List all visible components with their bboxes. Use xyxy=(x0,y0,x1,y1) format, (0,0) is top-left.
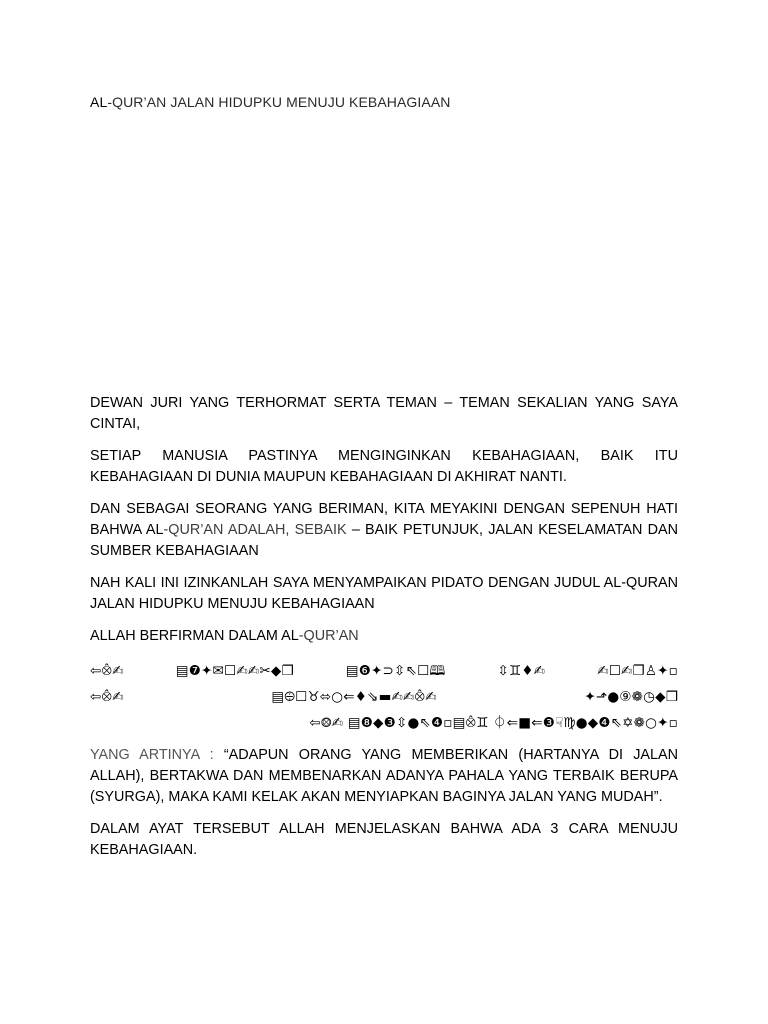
document-page xyxy=(90,0,678,1024)
document-body xyxy=(90,393,678,872)
paragraph-belief-part-2: -QUR’AN ADALAH, SEBAIK xyxy=(163,522,347,538)
title-prefix: AL xyxy=(90,94,108,110)
translation-label: YANG ARTINYA : xyxy=(90,747,224,763)
arabic-glyph-group: ⇦⨶✍ xyxy=(90,689,124,705)
arabic-glyph-group: ▤⨸☐♉⬄○⇐♦⇘▬✍✍⨶✍ xyxy=(271,689,437,705)
paragraph-belief xyxy=(90,499,678,562)
title-rest: -QUR’AN JALAN HIDUPKU MENUJU KEBAHAGIAAN xyxy=(107,94,451,110)
arabic-glyph-group: ✍☐✍❐♙✦▫ xyxy=(597,663,678,679)
arabic-verse-line-2 xyxy=(90,684,678,710)
arabic-verse-line-1 xyxy=(90,658,678,684)
document-title xyxy=(90,92,451,112)
arabic-glyph-group: ✦⬏●⑨❁◷◆❒ xyxy=(584,689,678,705)
translation-text: “ADAPUN ORANG YANG MEMBERIKAN (HARTANYA DI JALAN ALLAH), BERTAKWA DAN MEMBENARKAN ADANYA PAHALA YANG TERBAIK BERUPA (SYURGA), MAKA KAMI KELAK AKAN MENYIAPKAN BAGINYA JALAN YANG MUDAH”. xyxy=(90,747,678,805)
arabic-glyph-group: ⇳♊♦✍ xyxy=(497,663,546,679)
arabic-glyph-group: ▤❼✦✉☐✍✍✂◆❒ xyxy=(175,663,294,679)
arabic-glyph-group: ▤❻✦⊃⇳⇖☐🕮 xyxy=(345,663,446,679)
paragraph-belief-part-3: – BAIK PETUNJUK, JALAN KESELAMATAN DAN SUMBER KEBAHAGIAAN xyxy=(90,522,679,559)
paragraph-belief-part-1: DAN SEBAGAI SEORANG YANG BERIMAN, KITA MEYAKINI DENGAN SEPENUH HATI BAHWA AL xyxy=(90,501,678,538)
paragraph-allah-says xyxy=(90,626,678,647)
paragraph-happiness: SETIAP MANUSIA PASTINYA MENGINGINKAN KEBAHAGIAAN, BAIK ITU KEBAHAGIAAN DI DUNIA MAUPUN KEBAHAGIAAN DI AKHIRAT NANTI. xyxy=(90,448,678,485)
arabic-glyph-group: ⇦⨷✍ ▤❽◆❸⇳●⇖❹▫▤⨶♊ ⏀⇐■⇐❸☟♍●◆❹⇖✡❁○✦▫ xyxy=(309,715,678,731)
paragraph-greeting: DEWAN JURI YANG TERHORMAT SERTA TEMAN – TEMAN SEKALIAN YANG SAYA CINTAI, xyxy=(90,395,678,432)
paragraph-allah-says-part-2: -QUR’AN xyxy=(298,628,359,644)
arabic-verse-block xyxy=(90,658,678,736)
paragraph-speech-title: NAH KALI INI IZINKANLAH SAYA MENYAMPAIKAN PIDATO DENGAN JUDUL AL-QURAN JALAN HIDUPKU MENUJU KEBAHAGIAAN xyxy=(90,575,678,612)
paragraph-allah-says-part-1: ALLAH BERFIRMAN DALAM AL xyxy=(90,628,299,644)
paragraph-three-ways: DALAM AYAT TERSEBUT ALLAH MENJELASKAN BAHWA ADA 3 CARA MENUJU KEBAHAGIAAN. xyxy=(90,821,678,858)
paragraph-translation xyxy=(90,745,678,808)
arabic-glyph-group: ⇦⨶✍ xyxy=(90,663,124,679)
arabic-verse-line-3 xyxy=(90,710,678,736)
